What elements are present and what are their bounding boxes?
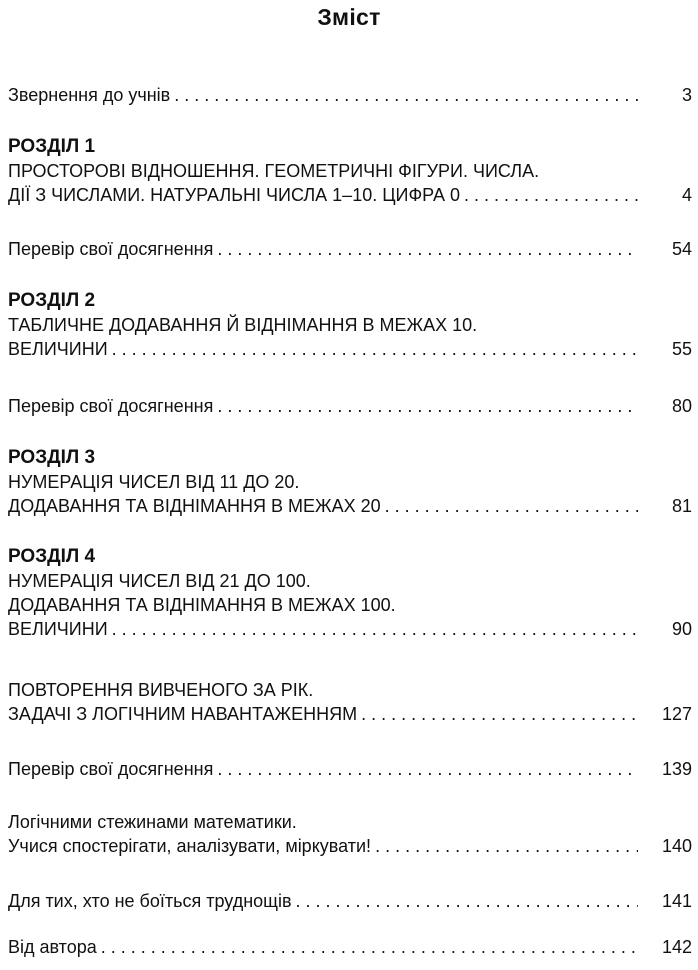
toc-entry-line xyxy=(8,337,692,361)
toc-entry-line xyxy=(8,494,692,518)
dot-leader xyxy=(296,889,638,913)
toc-entry-line xyxy=(8,935,692,959)
toc-entry-intro[interactable] xyxy=(8,83,692,107)
dot-leader xyxy=(174,83,638,107)
toc-entry-logic-paths[interactable] xyxy=(8,810,692,858)
toc-entry-title: ВЕЛИЧИНИ xyxy=(8,339,108,359)
toc-entry-line xyxy=(8,237,692,261)
toc-entry-section-4[interactable] xyxy=(8,545,692,641)
toc-entry-section-2[interactable] xyxy=(8,289,692,361)
toc-entry-line: Логічними стежинами математики. xyxy=(8,812,297,832)
toc-entry-title: Перевір свої досягнення xyxy=(8,396,214,416)
page-number: 81 xyxy=(671,496,692,516)
page-number: 142 xyxy=(661,937,692,957)
page-number: 127 xyxy=(661,704,692,724)
toc-entry-title: ЗАДАЧІ З ЛОГІЧНИМ НАВАНТАЖЕННЯМ xyxy=(8,704,358,724)
toc-entry-review[interactable] xyxy=(8,678,692,726)
toc-entry-check-3[interactable] xyxy=(8,757,692,781)
toc-entry-from-author[interactable] xyxy=(8,935,692,959)
toc-entry-line xyxy=(8,757,692,781)
toc-entry-line xyxy=(8,394,692,418)
toc-entry-check-1[interactable] xyxy=(8,237,692,261)
toc-entry-line xyxy=(8,617,692,641)
section-heading: РОЗДІЛ 3 xyxy=(8,447,96,468)
page-number: 4 xyxy=(681,185,692,205)
toc-entry-section-1[interactable] xyxy=(8,135,692,207)
page-number: 90 xyxy=(671,619,692,639)
page-number: 139 xyxy=(661,759,692,779)
toc-entry-line xyxy=(8,889,692,913)
section-heading: РОЗДІЛ 2 xyxy=(8,290,96,311)
dot-leader xyxy=(217,757,638,781)
toc-entry-line: НУМЕРАЦІЯ ЧИСЕЛ ВІД 21 ДО 100. xyxy=(8,571,311,591)
dot-leader xyxy=(217,394,638,418)
toc-entry-line xyxy=(8,702,692,726)
toc-entry-title: Перевір свої досягнення xyxy=(8,239,214,259)
toc-entry-challenges[interactable] xyxy=(8,889,692,913)
dot-leader xyxy=(217,237,638,261)
toc-entry-line: ПОВТОРЕННЯ ВИВЧЕНОГО ЗА РІК. xyxy=(8,680,314,700)
dot-leader xyxy=(112,337,638,361)
toc-entry-title: Для тих, хто не боїться труднощів xyxy=(8,891,292,911)
toc-entry-line: НУМЕРАЦІЯ ЧИСЕЛ ВІД 11 ДО 20. xyxy=(8,472,300,492)
toc-entry-line: ПРОСТОРОВІ ВІДНОШЕННЯ. ГЕОМЕТРИЧНІ ФІГУРИ. ЧИСЛА. xyxy=(8,161,540,181)
page-title: Зміст xyxy=(317,4,381,30)
dot-leader xyxy=(361,702,638,726)
page-number: 80 xyxy=(671,396,692,416)
dot-leader xyxy=(101,935,638,959)
dot-leader xyxy=(375,834,638,858)
toc-entry-line xyxy=(8,83,692,107)
dot-leader xyxy=(464,183,638,207)
section-heading: РОЗДІЛ 1 xyxy=(8,136,96,157)
toc-entry-title: Перевір свої досягнення xyxy=(8,759,214,779)
toc-entry-line xyxy=(8,183,692,207)
toc-entry-section-3[interactable] xyxy=(8,446,692,518)
dot-leader xyxy=(112,617,638,641)
page-number: 54 xyxy=(671,239,692,259)
toc-entry-line xyxy=(8,834,692,858)
page-number: 55 xyxy=(671,339,692,359)
toc-entry-title: ДІЇ З ЧИСЛАМИ. НАТУРАЛЬНІ ЧИСЛА 1–10. ЦИФРА 0 xyxy=(8,185,460,205)
toc-entry-title: Звернення до учнів xyxy=(8,85,171,105)
toc-entry-line: ТАБЛИЧНЕ ДОДАВАННЯ Й ВІДНІМАННЯ В МЕЖАХ 10. xyxy=(8,315,478,335)
toc-entry-title: Від автора xyxy=(8,937,97,957)
page-number: 141 xyxy=(661,891,692,911)
toc-entry-title: ВЕЛИЧИНИ xyxy=(8,619,108,639)
toc-entry-line: ДОДАВАННЯ ТА ВІДНІМАННЯ В МЕЖАХ 100. xyxy=(8,595,396,615)
section-heading: РОЗДІЛ 4 xyxy=(8,546,96,567)
toc-entry-title: ДОДАВАННЯ ТА ВІДНІМАННЯ В МЕЖАХ 20 xyxy=(8,496,381,516)
toc-entry-title: Учися спостерігати, аналізувати, міркувати! xyxy=(8,836,372,856)
page-number: 3 xyxy=(681,85,692,105)
toc-entry-check-2[interactable] xyxy=(8,394,692,418)
page-number: 140 xyxy=(661,836,692,856)
dot-leader xyxy=(385,494,638,518)
